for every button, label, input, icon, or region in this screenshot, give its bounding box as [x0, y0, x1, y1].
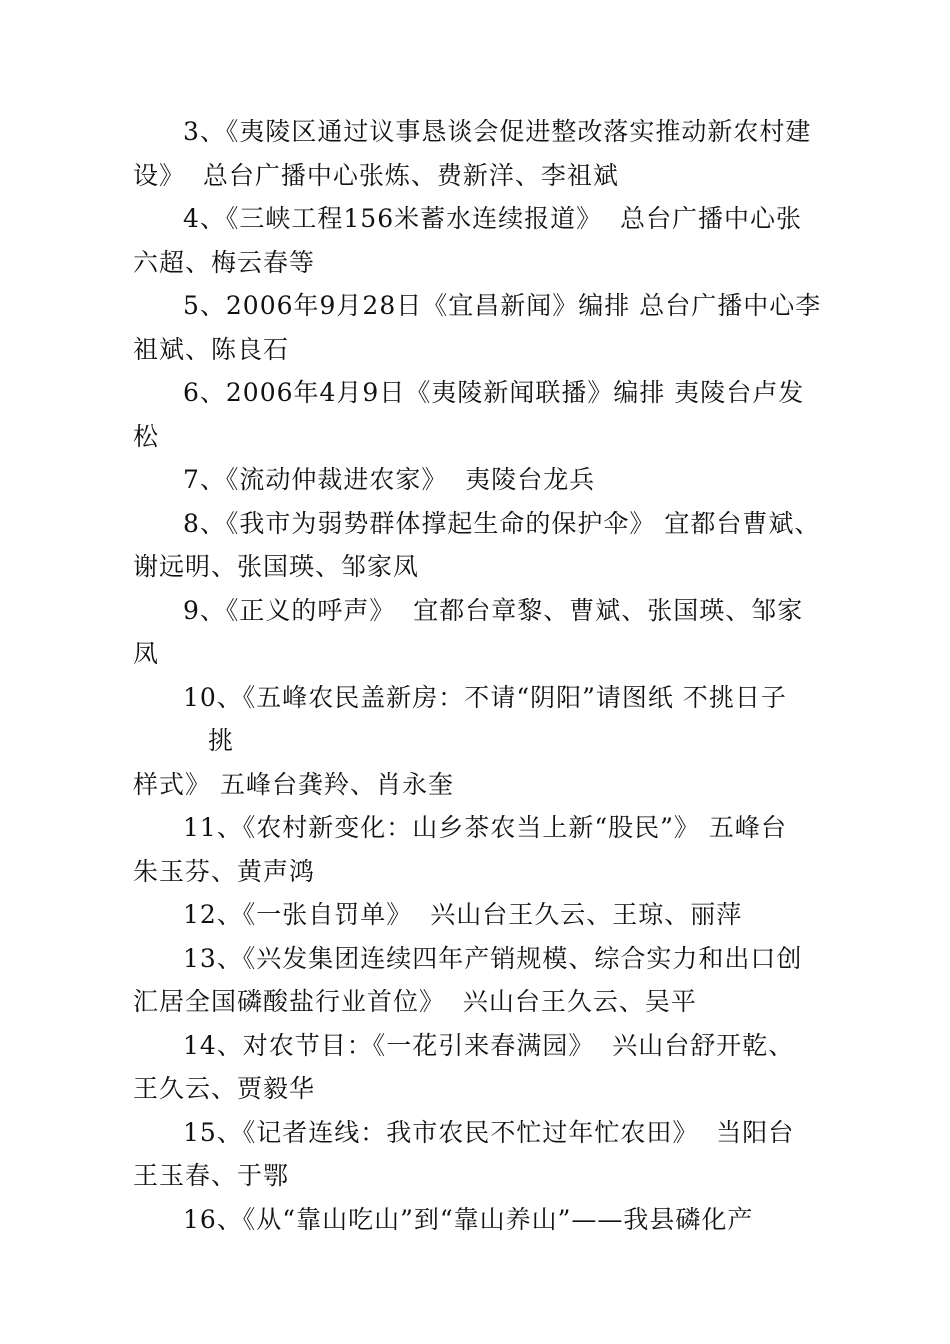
text-line: 16、《从“靠山吃山”到“靠山养山”——我县磷化产: [183, 1205, 754, 1234]
text-line: 六超、梅云春等: [133, 248, 316, 277]
text-line: 样式》 五峰台龚羚、肖永奎: [133, 770, 454, 799]
text-line: 10、《五峰农民盖新房：不请“阴阳”请图纸 不挑日子: [183, 683, 787, 712]
text-line: 12、《一张自罚单》 兴山台王久云、王琼、丽萍: [183, 900, 743, 929]
text-line: 4、《三峡工程156米蓄水连续报道》 总台广播中心张: [183, 204, 803, 233]
text-line: 王玉春、于鄂: [133, 1161, 290, 1190]
text-line: 设》 总台广播中心张炼、费新洋、李祖斌: [133, 161, 619, 190]
text-line: 挑: [208, 726, 235, 755]
text-line: 9、《正义的呼声》 宜都台章黎、曹斌、张国瑛、邹家: [183, 596, 804, 625]
text-line: 5、2006年9月28日《宜昌新闻》编排 总台广播中心李: [183, 291, 822, 320]
text-line: 13、《兴发集团连续四年产销规模、综合实力和出口创: [183, 944, 803, 973]
text-line: 松: [133, 422, 160, 451]
text-line: 凤: [133, 639, 160, 668]
text-line: 6、2006年4月9日《夷陵新闻联播》编排 夷陵台卢发: [183, 378, 805, 407]
text-line: 15、《记者连线：我市农民不忙过年忙农田》 当阳台: [183, 1118, 795, 1147]
text-line: 14、对农节目：《一花引来春满园》 兴山台舒开乾、: [183, 1031, 795, 1060]
text-line: 祖斌、陈良石: [133, 335, 290, 364]
text-line: 3、《夷陵区通过议事恳谈会促进整改落实推动新农村建: [183, 117, 812, 146]
text-line: 7、《流动仲裁进农家》 夷陵台龙兵: [183, 465, 596, 494]
text-line: 朱玉芬、黄声鸿: [133, 857, 316, 886]
text-line: 8、《我市为弱势群体撑起生命的保护伞》 宜都台曹斌、: [183, 509, 821, 538]
text-line: 11、《农村新变化：山乡茶农当上新“股民”》 五峰台: [183, 813, 787, 842]
text-line: 王久云、贾毅华: [133, 1074, 316, 1103]
text-line: 谢远明、张国瑛、邹家凤: [133, 552, 420, 581]
text-line: 汇居全国磷酸盐行业首位》 兴山台王久云、吴平: [133, 987, 697, 1016]
